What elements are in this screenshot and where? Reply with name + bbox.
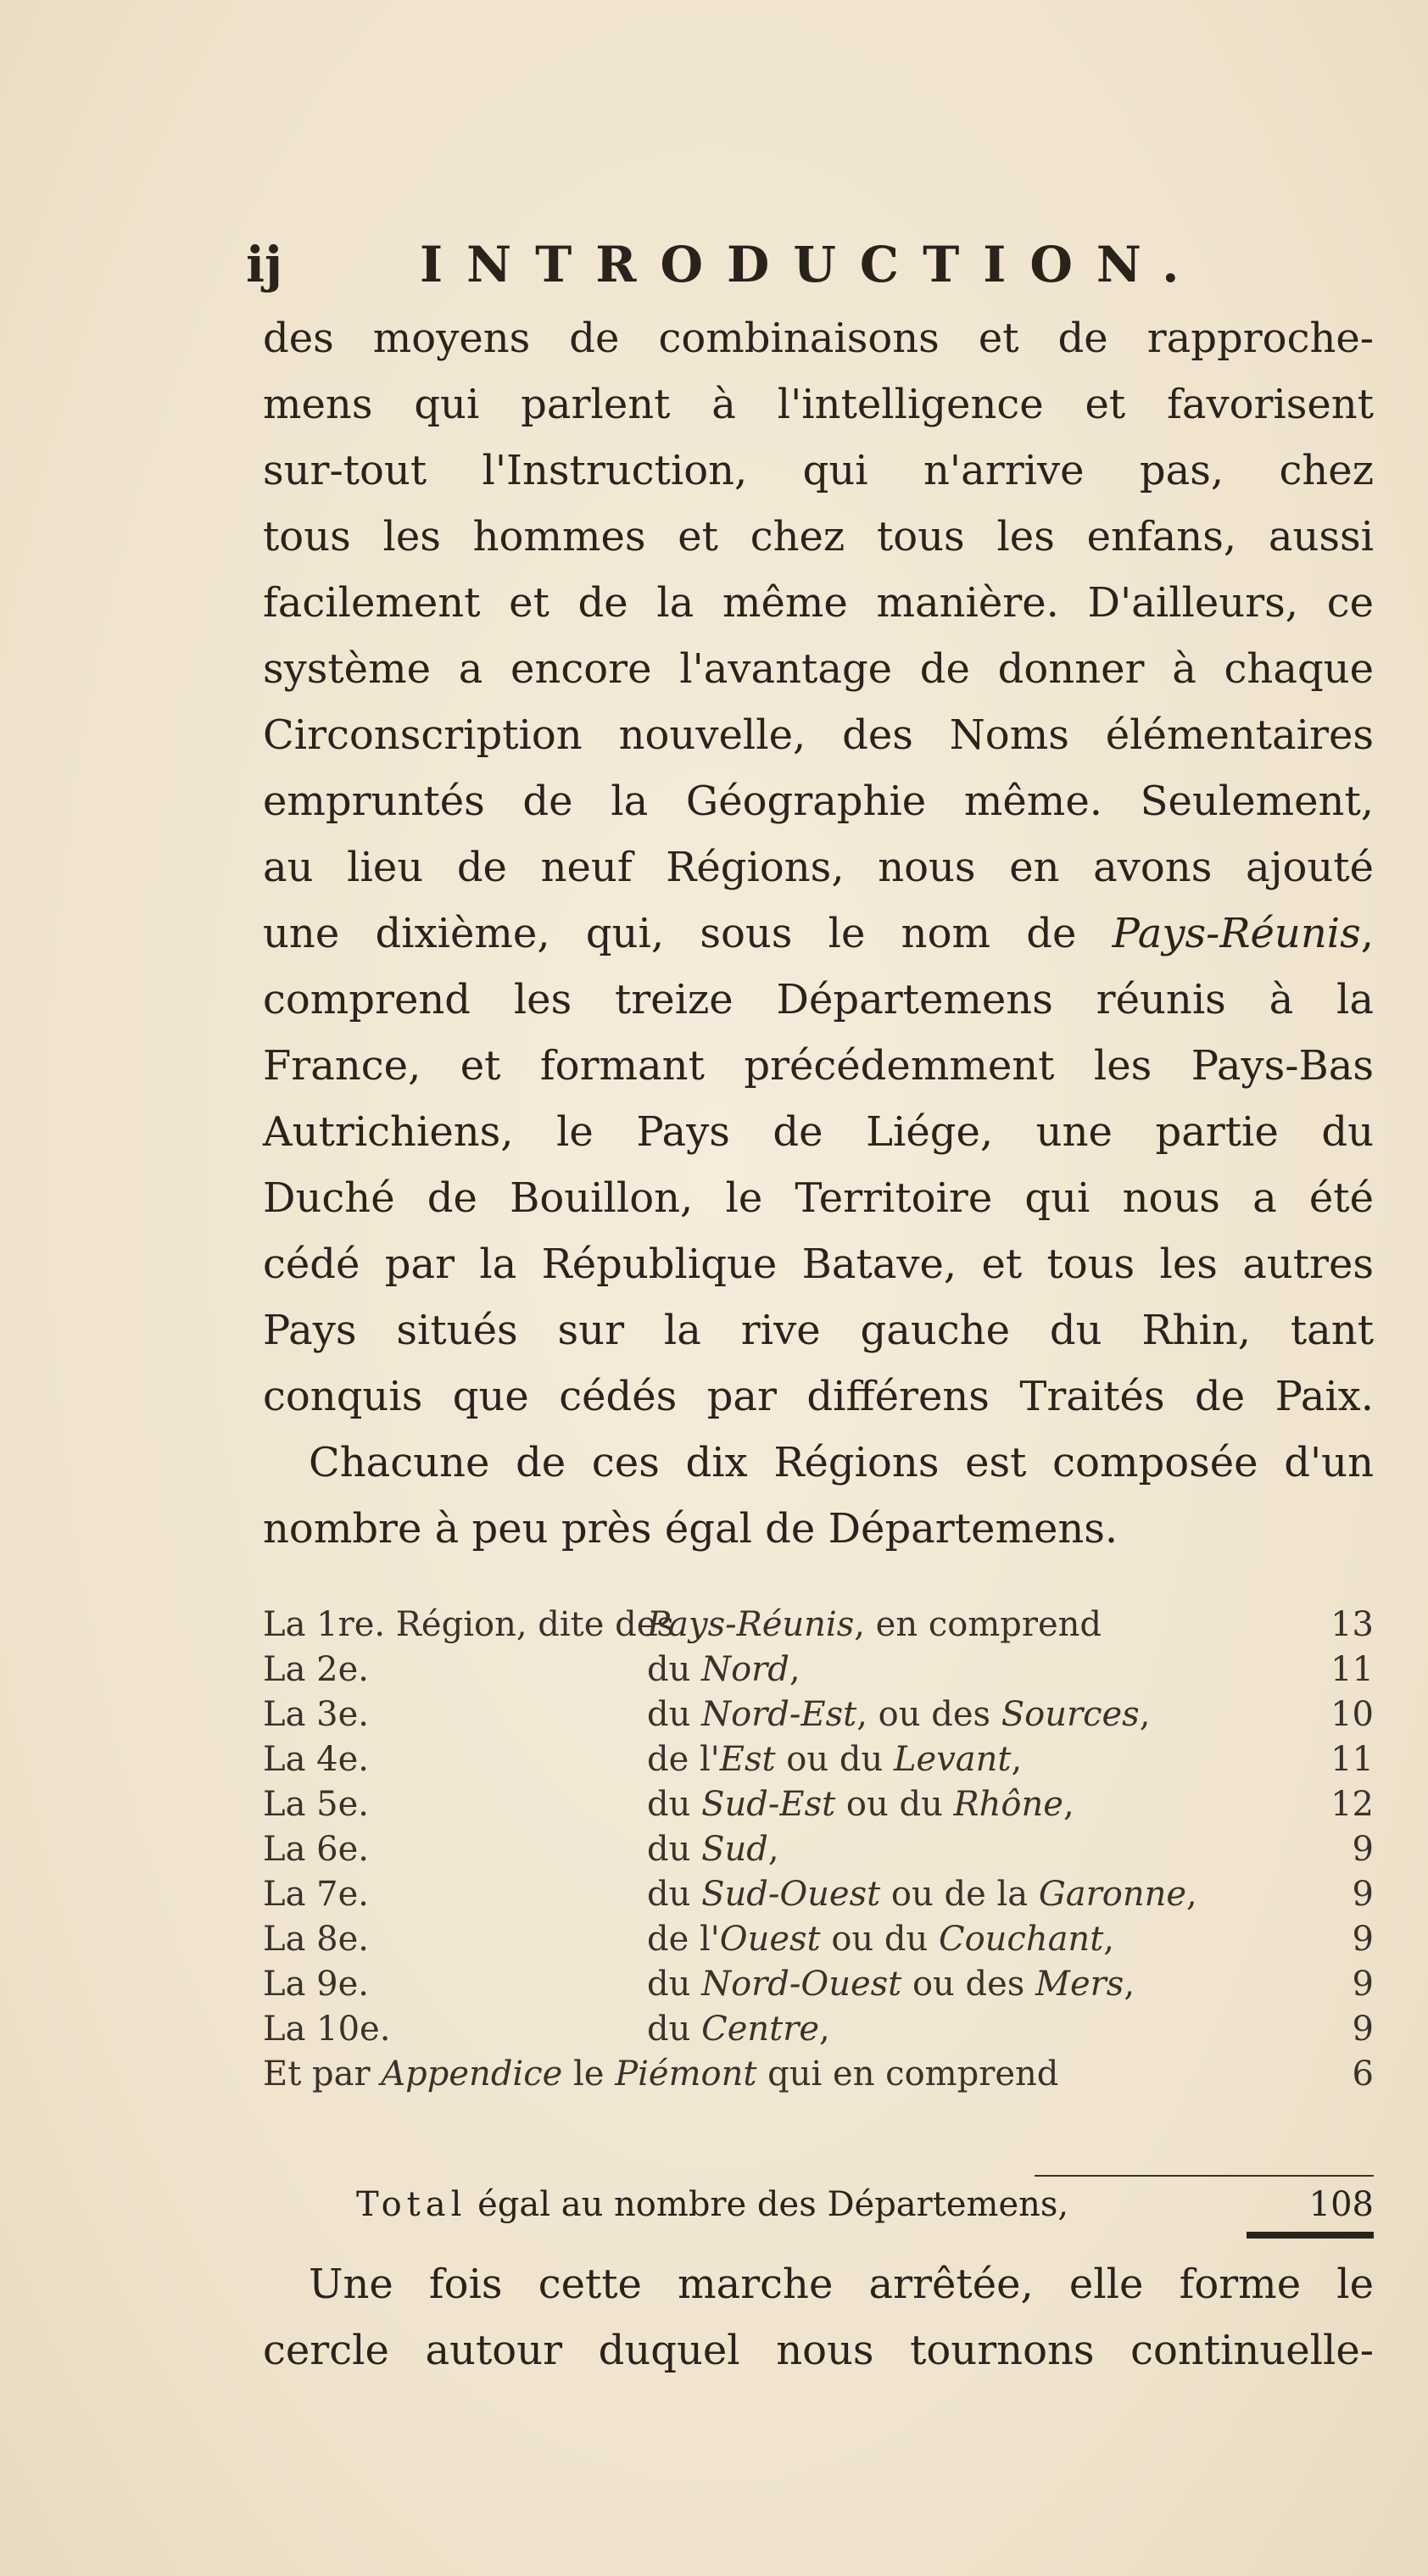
text-line: Une fois cette marche arrêtée, elle forme le bbox=[309, 2261, 1374, 2308]
appendix-count: 6 bbox=[1352, 2055, 1374, 2094]
closing-paragraph bbox=[263, 2251, 1374, 2384]
sum-rule bbox=[1035, 2175, 1374, 2177]
text-line: Autrichiens, le Pays de Liége, une partie du bbox=[263, 1108, 1374, 1156]
text-line: cercle autour duquel nous tournons continuelle- bbox=[263, 2327, 1374, 2374]
region-rest: , ou des bbox=[856, 1695, 1001, 1734]
appendix-region: Piémont bbox=[615, 2055, 757, 2094]
region-count: 10 bbox=[1330, 1695, 1374, 1734]
total-count: 108 bbox=[1308, 2185, 1374, 2224]
region-name: Centre bbox=[701, 2010, 819, 2049]
region-rest: , bbox=[789, 1650, 800, 1689]
appendix-mid: le bbox=[562, 2055, 616, 2094]
region-alt-name: Rhône bbox=[953, 1785, 1063, 1824]
appendix-desc bbox=[263, 2052, 1058, 2097]
region-ordinal: La 7e. bbox=[263, 1875, 369, 1914]
text-line: mens qui parlent à l'intelligence et favorisent bbox=[263, 381, 1374, 428]
region-pre: du bbox=[647, 1695, 702, 1734]
table-row bbox=[263, 1782, 1374, 1827]
region-desc bbox=[647, 1603, 1102, 1648]
region-rest: , bbox=[1011, 1740, 1023, 1779]
text-line: cédé par la République Batave, et tous les autres bbox=[263, 1241, 1374, 1288]
text-line: sur-tout l'Instruction, qui n'arrive pas, chez bbox=[263, 447, 1374, 494]
region-ordinal: La 9e. bbox=[263, 1965, 369, 2004]
text-line: Duché de Bouillon, le Territoire qui nous a été bbox=[263, 1174, 1374, 1222]
region-ordinal: La 1re. Région, dite des bbox=[263, 1605, 674, 1644]
text-line: empruntés de la Géographie même. Seulement, bbox=[263, 778, 1374, 825]
region-desc bbox=[647, 1827, 779, 1872]
region-count: 12 bbox=[1330, 1785, 1374, 1824]
region-count: 9 bbox=[1352, 2010, 1374, 2049]
appendix-name: Appendice bbox=[381, 2055, 563, 2094]
region-rest: ou des bbox=[901, 1965, 1036, 2004]
region-pre: de l' bbox=[647, 1740, 720, 1779]
region-alt-name: Mers bbox=[1035, 1965, 1124, 2004]
text-line: Circonscription nouvelle, des Noms élémentaires bbox=[263, 711, 1374, 759]
region-rest: , bbox=[1063, 1785, 1074, 1824]
region-pre: de l' bbox=[647, 1920, 720, 1959]
table-row bbox=[263, 1603, 1374, 1648]
text-line: conquis que cédés par différens Traités de Paix. bbox=[263, 1373, 1374, 1420]
text-line: au lieu de neuf Régions, nous en avons ajouté bbox=[263, 844, 1374, 891]
region-ordinal: La 6e. bbox=[263, 1830, 369, 1869]
text-line: tous les hommes et chez tous les enfans, aussi bbox=[263, 513, 1374, 560]
total-row bbox=[356, 2179, 1374, 2230]
region-name: Sud-Ouest bbox=[701, 1875, 881, 1914]
region-rest: , bbox=[819, 2010, 830, 2049]
text-line: facilement et de la même manière. D'ailleurs, ce bbox=[263, 579, 1374, 627]
region-pre: du bbox=[647, 1965, 702, 2004]
region-name: Sud bbox=[701, 1830, 768, 1869]
text-fragment: une dixième, qui, sous le nom de bbox=[263, 910, 1113, 957]
appendix-pre: Et par bbox=[263, 2055, 382, 2094]
region-name: Est bbox=[719, 1740, 776, 1779]
region-pre: du bbox=[647, 1785, 702, 1824]
region-rest: ou de la bbox=[880, 1875, 1039, 1914]
region-pre: du bbox=[647, 2010, 702, 2049]
table-row bbox=[263, 1872, 1374, 1917]
region-alt-name: Levant bbox=[893, 1740, 1012, 1779]
region-rest: ou du bbox=[820, 1920, 939, 1959]
region-count: 9 bbox=[1352, 1965, 1374, 2004]
region-rest: , en comprend bbox=[854, 1605, 1102, 1644]
region-ordinal: La 4e. bbox=[263, 1740, 369, 1779]
region-desc bbox=[647, 1648, 800, 1692]
table-row bbox=[263, 1737, 1374, 1782]
region-desc bbox=[647, 1692, 1150, 1737]
region-count: 13 bbox=[1330, 1605, 1374, 1644]
region-desc bbox=[647, 1872, 1197, 1917]
region-desc bbox=[647, 1962, 1135, 2007]
region-count: 9 bbox=[1352, 1875, 1374, 1914]
text-line bbox=[263, 900, 1374, 967]
region-name: Ouest bbox=[719, 1920, 821, 1959]
table-row bbox=[263, 2007, 1374, 2052]
page-header bbox=[246, 231, 1374, 298]
region-desc bbox=[647, 1782, 1074, 1827]
main-paragraph bbox=[263, 305, 1374, 1562]
total-label: Total bbox=[356, 2185, 467, 2224]
region-pre: du bbox=[647, 1875, 702, 1914]
region-count: 11 bbox=[1330, 1740, 1374, 1779]
text-line: Pays situés sur la rive gauche du Rhin, tant bbox=[263, 1307, 1374, 1354]
regions-table bbox=[263, 1603, 1374, 2097]
region-desc bbox=[647, 1917, 1114, 1962]
text-fragment: , bbox=[1360, 910, 1374, 957]
italic-term: Pays-Réunis bbox=[1112, 910, 1361, 957]
table-row bbox=[263, 1827, 1374, 1872]
region-ordinal: La 5e. bbox=[263, 1785, 369, 1824]
region-count: 11 bbox=[1330, 1650, 1374, 1689]
region-ordinal: La 2e. bbox=[263, 1650, 369, 1689]
region-ordinal: La 10e. bbox=[263, 2010, 391, 2049]
region-pre: du bbox=[647, 1830, 702, 1869]
region-rest: , bbox=[1124, 1965, 1135, 2004]
region-rest: ou du bbox=[835, 1785, 954, 1824]
text-line: des moyens de combinaisons et de rapproche- bbox=[263, 315, 1374, 362]
table-row bbox=[263, 1962, 1374, 2007]
region-desc bbox=[647, 2007, 830, 2052]
text-line: France, et formant précédemment les Pays-Bas bbox=[263, 1042, 1374, 1090]
region-name: Nord-Ouest bbox=[701, 1965, 902, 2004]
region-count: 9 bbox=[1352, 1920, 1374, 1959]
region-desc bbox=[647, 1737, 1022, 1782]
region-name: Nord bbox=[701, 1650, 789, 1689]
total-underline bbox=[1247, 2232, 1374, 2239]
region-rest: ou du bbox=[775, 1740, 894, 1779]
region-name: Pays-Réunis bbox=[647, 1605, 855, 1644]
region-rest: , bbox=[1186, 1875, 1197, 1914]
region-count: 9 bbox=[1352, 1830, 1374, 1869]
region-alt-name: Sources bbox=[1001, 1695, 1140, 1734]
table-row bbox=[263, 1917, 1374, 1962]
table-row bbox=[263, 1648, 1374, 1692]
total-text: égal au nombre des Départemens, bbox=[466, 2185, 1069, 2224]
text-line: nombre à peu près égal de Départemens. bbox=[263, 1505, 1118, 1553]
region-rest: , bbox=[767, 1830, 779, 1869]
region-name: Sud-Est bbox=[701, 1785, 836, 1824]
page-folio: ij bbox=[246, 236, 283, 293]
table-row bbox=[263, 1692, 1374, 1737]
text-line: système a encore l'avantage de donner à chaque bbox=[263, 645, 1374, 693]
text-line: Chacune de ces dix Régions est composée d'un bbox=[309, 1439, 1374, 1486]
region-alt-name: Garonne bbox=[1038, 1875, 1187, 1914]
region-pre: du bbox=[647, 1650, 702, 1689]
running-title: INTRODUCTION. bbox=[420, 236, 1203, 293]
region-rest: , bbox=[1103, 1920, 1114, 1959]
appendix-row bbox=[263, 2052, 1374, 2097]
region-ordinal: La 3e. bbox=[263, 1695, 369, 1734]
region-rest: , bbox=[1139, 1695, 1151, 1734]
region-ordinal: La 8e. bbox=[263, 1920, 369, 1959]
text-line: comprend les treize Départemens réunis à la bbox=[263, 976, 1374, 1023]
region-alt-name: Couchant bbox=[938, 1920, 1104, 1959]
appendix-rest: qui en comprend bbox=[756, 2055, 1059, 2094]
region-name: Nord-Est bbox=[701, 1695, 857, 1734]
